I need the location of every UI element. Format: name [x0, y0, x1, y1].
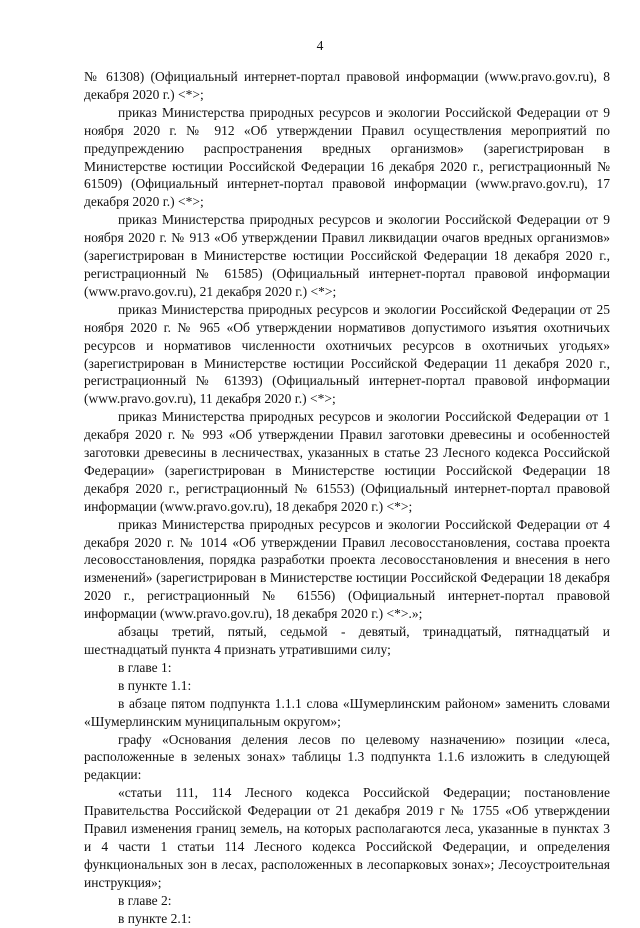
- paragraph: графу «Основания деления лесов по целевому назначению» позиции «леса, расположенные в зеленых зонах» таблицы 1.3 подпункта 1.1.6 изложить в следующей редакции:: [84, 731, 610, 783]
- paragraph: приказ Министерства природных ресурсов и экологии Российской Федерации от 9 ноября 2020 г. № 913 «Об утверждении Правил ликвидации очагов вредных организмов» (зарегистрирован в Министерстве юстиции Российской Федерации 18 декабря 2020 г., регистрационный № 61585) (Официальный интернет-портал правовой информации (www.pravo.gov.ru), 21 декабря 2020 г.) <*>;: [84, 212, 610, 299]
- paragraph: приказ Министерства природных ресурсов и экологии Российской Федерации от 4 декабря 2020 г. № 1014 «Об утверждении Правил лесовосстановления, состава проекта лесовосстановления, порядка разработки проекта лесовосстановления и внесения в него изменений» (зарегистрирован в Министерстве юстиции Российской Федерации 18 декабря 2020 г., регистрационный № 61556) (Официальный интернет-портал правовой информации (www.pravo.gov.ru), 18 декабря 2020 г.) <*>.»;: [84, 516, 610, 622]
- paragraph: в пункте 1.1:: [118, 677, 192, 693]
- paragraph: в главе 2:: [118, 892, 172, 908]
- paragraph: в абзаце пятом подпункта 1.1.1 слова «Шумерлинским районом» заменить словами «Шумерлинским муниципальным округом»;: [84, 695, 610, 729]
- paragraph: № 61308) (Официальный интернет-портал правовой информации (www.pravo.gov.ru), 8 декабря 2020 г.) <*>;: [84, 69, 610, 102]
- paragraph: абзацы третий, пятый, седьмой - девятый, тринадцатый, пятнадцатый и шестнадцатый пункта 4 признать утратившими силу;: [84, 624, 610, 657]
- paragraph: приказ Министерства природных ресурсов и экологии Российской Федерации от 1 декабря 2020 г. № 993 «Об утверждении Правил заготовки древесины и особенностей заготовки древесины в лесничествах, указанных в статье 23 Лесного кодекса Российской Федерации» (зарегистрирован в Министерстве юстиции Российской Федерации 18 декабря 2020 г., регистрационный № 61553) (Официальный интернет-портал правовой информации (www.pravo.gov.ru), 18 декабря 2020 г.) <*>;: [84, 409, 610, 514]
- paragraph: в пункте 2.1:: [118, 910, 192, 926]
- paragraph: в главе 1:: [118, 659, 172, 675]
- page-number: 4: [316, 38, 324, 53]
- paragraph: приказ Министерства природных ресурсов и экологии Российской Федерации от 25 ноября 2020 г. № 965 «Об утверждении нормативов допустимого изъятия охотничьих ресурсов и нормативов численности охотничьих ресурсов в охотничьих угодьях» (зарегистрирован в Министерстве юстиции Российской Федерации 11 декабря 2020 г., регистрационный № 61393) (Официальный интернет-портал правовой информации (www.pravo.gov.ru), 11 декабря 2020 г.) <*>;: [84, 301, 610, 407]
- document-body: [84, 68, 610, 928]
- paragraph: приказ Министерства природных ресурсов и экологии Российской Федерации от 9 ноября 2020 г. № 912 «Об утверждении Правил осуществления мероприятий по предупреждению распространения вредных организмов» (зарегистрирован в Министерстве юстиции Российской Федерации 16 декабря 2020 г., регистрационный № 61509) (Официальный интернет-портал правовой информации (www.pravo.gov.ru), 17 декабря 2020 г.) <*>;: [84, 104, 610, 210]
- paragraph: «статьи 111, 114 Лесного кодекса Российской Федерации; постановление Правительства Российской Федерации от 21 декабря 2019 г № 1755 «Об утверждении Правил изменения границ земель, на которых располагаются леса, указанные в пунктах 3 и 4 части 1 статьи 114 Лесного кодекса Российской Федерации, и определения функциональных зон в лесах, расположенных в лесопарковых зонах»; Лесоустроительная инструкция»;: [84, 785, 610, 890]
